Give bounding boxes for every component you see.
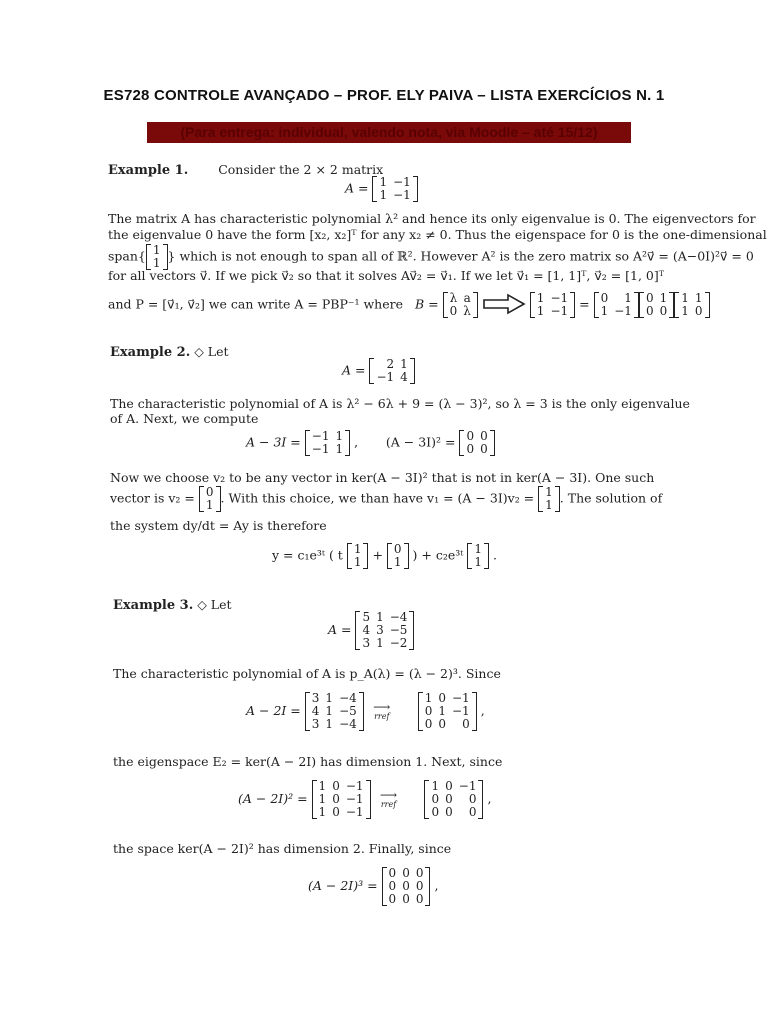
matrix-entry: 1 (474, 555, 482, 569)
example2-label: Example 2. (110, 345, 191, 360)
example2-sol-part-a: y = c₁e³ᵗ ( t (272, 547, 343, 563)
matrix-entry: a (463, 291, 471, 305)
example3-header (113, 597, 232, 613)
example2-solution-eq (272, 543, 497, 569)
matrix-entry: 0 (468, 805, 477, 819)
matrix (418, 692, 477, 731)
matrix-entry: 0 (466, 429, 475, 443)
matrix-entry: 1 (681, 291, 689, 305)
matrix-entry: −5 (339, 704, 357, 718)
matrix-entry: 1 (424, 691, 433, 705)
example2-matrix-eq (342, 358, 415, 384)
matrix-entry: 0 (431, 805, 440, 819)
example1-factorization-text: and P = [v⃗₁, v⃗₂] we can write A = PBP⁻¹ where (108, 296, 403, 312)
rref-arrow: ⟶ rref (375, 790, 403, 809)
matrix-entry: 0 (438, 717, 446, 731)
example3-eq2 (238, 780, 491, 819)
matrix (355, 611, 414, 650)
matrix (305, 430, 350, 456)
matrix-entry: 0 (480, 442, 488, 456)
matrix-entry: 0 (424, 717, 433, 731)
matrix-entry: 1 (393, 555, 402, 569)
vector (538, 486, 560, 512)
matrix-entry: 1 (152, 256, 161, 270)
comma: , (434, 878, 439, 893)
matrix-entry: 3 (376, 623, 384, 637)
example2-lhs: A = (342, 362, 366, 378)
example1-B-lhs: B = (414, 296, 439, 312)
matrix (639, 292, 674, 318)
example3-let: ◇ Let (197, 597, 232, 612)
matrix (594, 292, 639, 318)
matrix-entry: −4 (389, 610, 408, 624)
equals-sign: = (579, 296, 590, 312)
example1-span-rest: } which is not enough to span all of ℝ². However A² is the zero matrix so A²v⃗ = (A−0I)²v⃗ = 0 (167, 248, 754, 264)
matrix-entry: 1 (152, 243, 161, 257)
matrix-entry: 1 (325, 691, 334, 705)
rref-arrow: ⟶ rref (368, 702, 396, 721)
matrix-entry: 1 (431, 779, 440, 793)
matrix-entry: 1 (318, 805, 327, 819)
example2-v1-text: . With this choice, we than have v₁ = (A − 3I)v₂ = (220, 490, 535, 506)
right-arrow-icon (482, 293, 526, 318)
rref-label: rref (374, 712, 390, 721)
example2-let: ◇ Let (194, 344, 229, 359)
matrix-entry: 0 (402, 866, 410, 880)
vector (146, 244, 168, 270)
example2-sol-part-b: ) + c₂e³ᵗ (412, 547, 464, 563)
matrix-entry: 4 (362, 623, 371, 637)
example2-solution-text: . The solution of (559, 490, 663, 506)
matrix (459, 430, 494, 456)
example3-eq1 (246, 692, 485, 731)
matrix-entry: 1 (318, 792, 327, 806)
matrix-entry: −4 (339, 717, 357, 731)
matrix (674, 292, 709, 318)
example2-v2-text: vector is v₂ = (110, 490, 195, 506)
example3-matrix-eq (328, 611, 414, 650)
matrix (424, 780, 483, 819)
matrix-entry: −1 (345, 792, 364, 806)
matrix-entry: 1 (438, 704, 446, 718)
matrix-entry: 1 (379, 188, 388, 202)
matrix-entry: 1 (536, 304, 545, 318)
matrix-entry: 1 (624, 291, 632, 305)
matrix-entry: −1 (311, 429, 330, 443)
example3-eq2-lhs: (A − 2I)² = (238, 791, 308, 806)
matrix-entry: 0 (332, 779, 340, 793)
matrix (443, 292, 478, 318)
example1-matrix-eq (345, 176, 418, 202)
matrix-entry: 1 (536, 291, 545, 305)
matrix-entry: 1 (318, 779, 327, 793)
vector (467, 543, 489, 569)
matrix-entry: 3 (311, 717, 320, 731)
matrix-entry: 0 (659, 304, 668, 318)
example1-line5 (108, 292, 710, 318)
matrix-entry: −1 (311, 442, 330, 456)
plus-sign: + (372, 547, 383, 563)
vector (347, 543, 369, 569)
matrix-entry: 0 (205, 485, 214, 499)
example2-line4 (110, 486, 662, 512)
example2-eq1-lhs: A − 3I = (246, 434, 301, 450)
matrix-entry: 4 (311, 704, 320, 718)
matrix-entry: 0 (388, 866, 397, 880)
example2-line5: the system dy/dt = Ay is therefore (110, 518, 327, 533)
example3-eq3 (308, 867, 438, 906)
example3-eq1-lhs: A − 2I = (246, 703, 301, 718)
matrix-entry: −1 (393, 188, 411, 202)
matrix-entry: 0 (415, 879, 424, 893)
matrix-entry: −1 (393, 175, 411, 189)
matrix-entry: 0 (393, 542, 402, 556)
matrix-entry: 0 (332, 805, 340, 819)
matrix-entry: 0 (431, 792, 440, 806)
example1-line2: the eigenvalue 0 have the form [x₂, x₂]ᵀ for any x₂ ≠ 0. Thus the eigenspace for 0 is the one-dimensional (108, 227, 767, 242)
matrix-entry: −1 (345, 805, 364, 819)
matrix-entry: 0 (388, 879, 397, 893)
matrix-entry: −1 (452, 691, 470, 705)
example2-line1: The characteristic polynomial of A is λ² − 6λ + 9 = (λ − 3)², so λ = 3 is the only eigenvalue (110, 396, 690, 411)
matrix (382, 867, 431, 906)
matrix (312, 780, 371, 819)
matrix-entry: 1 (325, 704, 334, 718)
matrix-entry: −1 (550, 291, 569, 305)
matrix-entry: 0 (645, 304, 654, 318)
example1-line4: for all vectors v⃗. If we pick v⃗₂ so that it solves Av⃗₂ = v⃗₁. If we let v⃗₁ = [1, 1]ᵀ, v⃗₂ = [1, 0]ᵀ (108, 268, 665, 283)
matrix-entry: 1 (379, 175, 388, 189)
matrix (372, 176, 417, 202)
matrix-entry: 0 (600, 291, 609, 305)
matrix-entry: −5 (389, 623, 408, 637)
document-title: ES728 CONTROLE AVANÇADO – PROF. ELY PAIVA – LISTA EXERCÍCIOS N. 1 (103, 87, 665, 104)
matrix-entry: 0 (402, 879, 410, 893)
matrix-entry: 1 (545, 498, 553, 512)
matrix-entry: −4 (339, 691, 357, 705)
matrix-entry: 3 (362, 636, 371, 650)
matrix-entry: 0 (388, 892, 397, 906)
matrix-entry: −1 (614, 304, 632, 318)
matrix-entry: λ (449, 291, 458, 305)
matrix-entry: 0 (332, 792, 340, 806)
matrix-entry: 1 (205, 498, 214, 512)
example2-line3: Now we choose v₂ to be any vector in ker(A − 3I)² that is not in ker(A − 3I). One such (110, 470, 655, 485)
example3-line1: The characteristic polynomial of A is p_A(λ) = (λ − 2)³. Since (113, 666, 501, 681)
matrix-entry: 1 (659, 291, 668, 305)
example1-line1: The matrix A has characteristic polynomial λ² and hence its only eigenvalue is 0. The eigenvectors for (108, 211, 756, 226)
matrix-entry: 1 (400, 357, 408, 371)
example3-line2: the eigenspace E₂ = ker(A − 2I) has dimension 1. Next, since (113, 754, 503, 769)
example1-lhs: A = (345, 180, 369, 196)
example2-compute-eq (246, 430, 495, 456)
period: . (492, 547, 497, 563)
vector (387, 543, 409, 569)
matrix-entry: 0 (445, 805, 453, 819)
example1-line3 (108, 244, 754, 270)
matrix-entry: 1 (376, 610, 384, 624)
matrix-entry: 1 (335, 429, 344, 443)
matrix-entry: −1 (550, 304, 569, 318)
matrix-entry: −2 (389, 636, 408, 650)
matrix-entry: 0 (402, 892, 410, 906)
example1-intro: Consider the 2 × 2 matrix (218, 162, 384, 177)
matrix-entry: −1 (452, 704, 470, 718)
example3-label: Example 3. (113, 598, 194, 613)
example3-lhs: A = (328, 622, 352, 637)
matrix-entry: 1 (600, 304, 609, 318)
example1-header (108, 162, 383, 178)
matrix-entry: 1 (694, 291, 703, 305)
matrix-entry: 0 (415, 892, 424, 906)
example2-line2: of A. Next, we compute (110, 411, 259, 426)
matrix-entry: 0 (445, 792, 453, 806)
matrix-entry: 0 (466, 442, 475, 456)
matrix-entry: −1 (458, 779, 477, 793)
matrix (530, 292, 575, 318)
matrix-entry: −1 (376, 370, 395, 384)
matrix-entry: 0 (480, 429, 488, 443)
comma: , (487, 791, 492, 806)
matrix-entry: λ (463, 304, 471, 318)
matrix-entry: 1 (353, 542, 362, 556)
matrix-entry: 1 (376, 636, 384, 650)
vector (199, 486, 221, 512)
rref-label: rref (380, 800, 397, 809)
matrix-entry: 0 (424, 704, 433, 718)
example3-line3: the space ker(A − 2I)² has dimension 2. Finally, since (113, 841, 452, 856)
matrix-entry: −1 (345, 779, 364, 793)
matrix-entry: 1 (335, 442, 344, 456)
example2-eq2-lhs: , (A − 3I)² = (354, 434, 456, 450)
matrix-entry: 0 (645, 291, 654, 305)
matrix-entry: 0 (694, 304, 703, 318)
example2-header (110, 344, 229, 360)
matrix-entry: 0 (438, 691, 446, 705)
matrix-entry: 3 (311, 691, 320, 705)
matrix-entry: 1 (325, 717, 334, 731)
matrix-entry: 0 (462, 717, 470, 731)
example1-label: Example 1. (108, 163, 189, 178)
matrix (369, 358, 414, 384)
matrix-entry: 5 (362, 610, 371, 624)
matrix-entry: 1 (353, 555, 362, 569)
matrix (305, 692, 364, 731)
matrix-entry: 1 (681, 304, 689, 318)
example3-eq3-lhs: (A − 2I)³ = (308, 878, 378, 893)
matrix-entry: 4 (400, 370, 408, 384)
matrix-entry: 0 (449, 304, 458, 318)
matrix-entry: 1 (545, 485, 553, 499)
matrix-entry: 2 (386, 357, 395, 371)
example1-span-open: span{ (108, 248, 146, 264)
submission-banner: (Para entrega: individual, valendo nota, via Moodle – até 15/12) (147, 122, 631, 143)
matrix-entry: 0 (445, 779, 453, 793)
matrix-entry: 0 (415, 866, 424, 880)
matrix-entry: 0 (468, 792, 477, 806)
matrix-entry: 1 (474, 542, 482, 556)
comma: , (480, 703, 485, 718)
